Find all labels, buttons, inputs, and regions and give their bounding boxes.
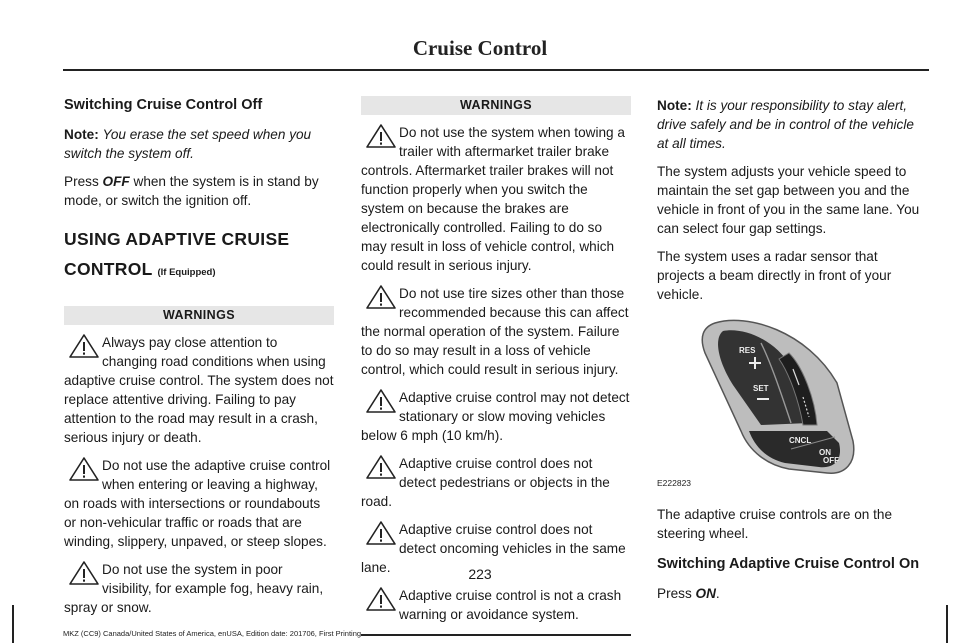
section-title-control: CONTROL <box>64 259 153 279</box>
section-title-line2 <box>64 254 334 288</box>
radar-paragraph: The system uses a radar sensor that projects a beam directly in front of your vehicle. <box>657 249 892 302</box>
steering-wheel-controls-figure <box>657 313 927 493</box>
off-key: OFF <box>102 174 130 189</box>
warning-text: Adaptive cruise control does not detect pedestrians or objects in the road. <box>361 456 610 509</box>
press-text: Press <box>64 174 103 189</box>
note-paragraph <box>657 96 927 153</box>
figure-code: E222823 <box>657 478 692 488</box>
warning-triangle-icon <box>365 454 397 480</box>
warning-text: Do not use the system in poor visibility, for example fog, heavy rain, spray or snow. <box>64 562 324 615</box>
warning-text: Do not use the adaptive cruise control when entering or leaving a highway, on roads with intersections or roundabouts or non-vehicular traffic or roads that are winding, slippery, unpaved, or steep slopes. <box>64 458 331 549</box>
res-label: RES <box>739 346 756 355</box>
warnings-end-rule <box>361 634 631 636</box>
warning-triangle-icon <box>365 123 397 149</box>
note-paragraph <box>64 125 334 163</box>
warning-text: Adaptive cruise control does not detect oncoming vehicles in the same lane. <box>361 522 626 575</box>
column-right <box>657 96 927 612</box>
footer-edition-text: MKZ (CC9) Canada/United States of America, enUSA, Edition date: 201706, First Printing <box>63 629 362 638</box>
press-text: Press <box>657 586 696 601</box>
crop-mark <box>12 605 14 643</box>
warning-item <box>361 388 631 445</box>
set-label: SET <box>753 384 769 393</box>
warning-triangle-icon <box>365 388 397 414</box>
warning-text: Adaptive cruise control may not detect stationary or slow moving vehicles below 6 mph (10 km/h). <box>361 390 630 443</box>
section-heading-cruise-off: Switching Cruise Control Off <box>64 97 263 113</box>
warning-item <box>361 586 631 624</box>
press-text-rest: when the system is in stand by mode, or switch the ignition off. <box>64 174 319 208</box>
cncl-label: CNCL <box>789 436 812 445</box>
press-on-paragraph <box>657 584 927 603</box>
warning-triangle-icon <box>68 333 100 359</box>
note-label: Note: <box>657 98 692 113</box>
section-title-line1: USING ADAPTIVE CRUISE <box>64 229 290 249</box>
warning-triangle-icon <box>68 456 100 482</box>
warning-triangle-icon <box>365 586 397 612</box>
page-title: Cruise Control <box>412 36 548 60</box>
warning-item <box>64 456 334 551</box>
on-label: ON <box>819 448 831 457</box>
warning-item <box>64 333 334 447</box>
warning-item <box>361 123 631 275</box>
steering-wheel-controls-illustration <box>657 313 927 493</box>
on-key: ON <box>695 586 716 601</box>
column-middle <box>361 96 631 636</box>
gap-paragraph: The system adjusts your vehicle speed to maintain the set gap between you and the vehicle in front of you in the same lane. You can select four gap settings. <box>657 164 920 236</box>
figure-caption: The adaptive cruise controls are on the steering wheel. <box>657 507 893 541</box>
press-off-paragraph <box>64 172 334 210</box>
warning-text: Do not use the system when towing a trailer with aftermarket trailer brake controls. Aftermarket trailer brakes will not function properly when you switch the system on because the brakes are electronically controlled. Failing to do so may result in loss of vehicle control, which could result in serious injury. <box>361 125 625 273</box>
warnings-header: WARNINGS <box>361 96 631 115</box>
section-qualifier: (If Equipped) <box>157 267 216 278</box>
warning-text: Do not use tire sizes other than those recommended because this can affect the normal operation of the system. Failure to do so may result in a loss of vehicle control, which could result in serious injury. <box>361 286 629 377</box>
press-text-rest: . <box>715 586 720 601</box>
warning-item <box>361 454 631 511</box>
section-heading-adaptive-on: Switching Adaptive Cruise Control On <box>657 556 920 572</box>
crop-mark <box>946 605 948 643</box>
warning-triangle-icon <box>365 520 397 546</box>
header-rule <box>63 69 929 71</box>
off-label: OFF <box>823 456 839 465</box>
section-title-adaptive-cruise <box>64 224 334 288</box>
warnings-header: WARNINGS <box>64 306 334 325</box>
warning-triangle-icon <box>365 284 397 310</box>
page-number: 223 <box>468 566 492 582</box>
warning-item <box>361 284 631 379</box>
column-left <box>64 96 334 626</box>
note-text: You erase the set speed when you switch the system off. <box>64 127 312 161</box>
warning-text: Adaptive cruise control is not a crash warning or avoidance system. <box>399 588 622 622</box>
note-label: Note: <box>64 127 99 142</box>
warning-text: Always pay close attention to changing road conditions when using adaptive cruise control. The system does not replace attentive driving. Failing to pay attention to the road may result in a crash, serious injury or death. <box>64 335 334 445</box>
note-text: It is your responsibility to stay alert, drive safely and be in control of the vehicle at all times. <box>657 98 914 151</box>
